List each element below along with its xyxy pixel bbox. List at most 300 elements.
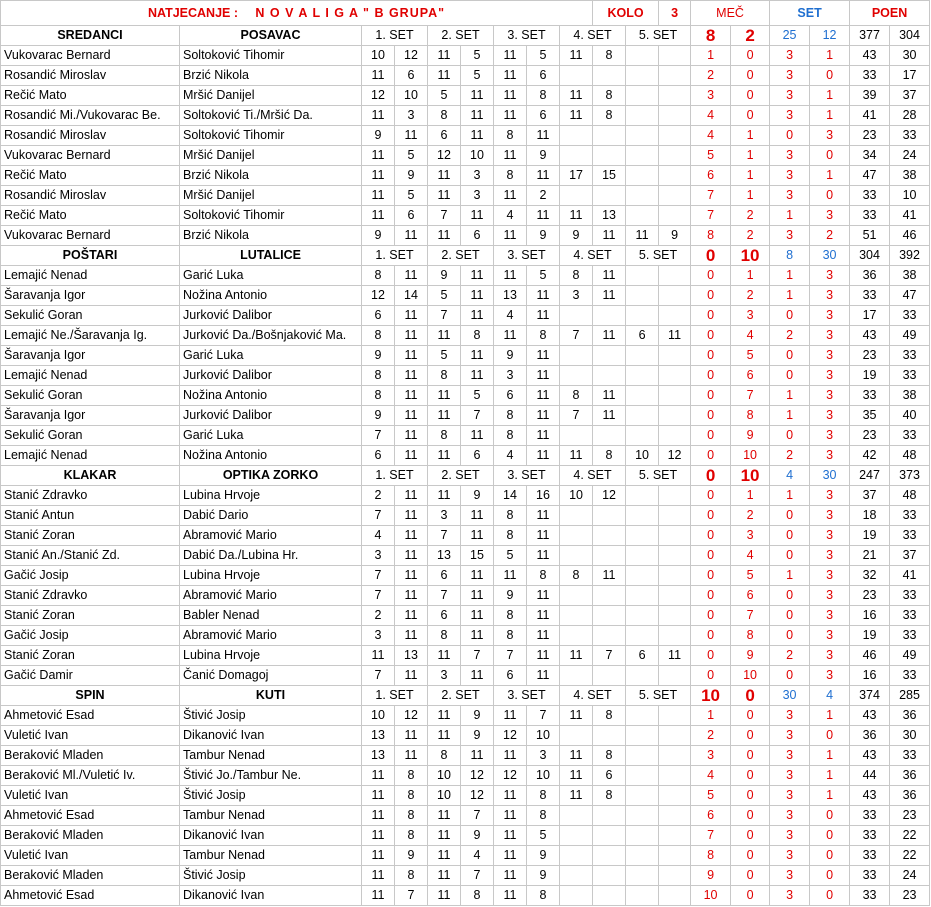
home-player: Šaravanja Igor xyxy=(1,406,180,426)
set-home: 3 xyxy=(770,826,810,846)
set-score: 6 xyxy=(362,306,395,326)
set-home: 3 xyxy=(770,186,810,206)
mec-home: 10 xyxy=(691,886,731,906)
set-score: 11 xyxy=(560,106,593,126)
set-score: 8 xyxy=(362,386,395,406)
home-player: Lemajić Nenad xyxy=(1,366,180,386)
set-home: 3 xyxy=(770,786,810,806)
mec-away: 0 xyxy=(731,766,770,786)
set-column-label: 3. SET xyxy=(494,246,560,266)
set-score: 11 xyxy=(395,126,428,146)
set-away: 1 xyxy=(810,106,850,126)
set-score xyxy=(626,146,659,166)
set-home: 1 xyxy=(770,266,810,286)
set-column-label: 5. SET xyxy=(626,26,691,46)
set-score xyxy=(659,46,691,66)
set-home: 1 xyxy=(770,386,810,406)
mec-home: 3 xyxy=(691,86,731,106)
set-score: 5 xyxy=(461,66,494,86)
set-score: 4 xyxy=(494,306,527,326)
set-score xyxy=(626,846,659,866)
set-score: 11 xyxy=(428,326,461,346)
set-score xyxy=(659,806,691,826)
set-score xyxy=(593,426,626,446)
set-column-label: 4. SET xyxy=(560,246,626,266)
home-player: Beraković Mladen xyxy=(1,826,180,846)
set-score: 11 xyxy=(560,446,593,466)
set-score: 8 xyxy=(395,786,428,806)
set-home: 0 xyxy=(770,366,810,386)
set-score xyxy=(626,626,659,646)
set-score: 11 xyxy=(362,646,395,666)
mec-away: 0 xyxy=(731,66,770,86)
mec-away: 0 xyxy=(731,806,770,826)
mec-away: 6 xyxy=(731,586,770,606)
away-player: Štivić Josip xyxy=(180,866,362,886)
set-home: 1 xyxy=(770,206,810,226)
set-score: 9 xyxy=(494,586,527,606)
set-score xyxy=(626,46,659,66)
set-score xyxy=(659,606,691,626)
set-score: 8 xyxy=(461,886,494,906)
set-score: 11 xyxy=(362,186,395,206)
poen-home: 41 xyxy=(850,106,890,126)
set-score: 11 xyxy=(494,706,527,726)
mec-home: 3 xyxy=(691,746,731,766)
poen-away: 38 xyxy=(890,166,930,186)
set-score: 11 xyxy=(362,206,395,226)
set-score: 7 xyxy=(560,406,593,426)
set-away-total: 30 xyxy=(810,246,850,266)
set-away: 3 xyxy=(810,486,850,506)
set-score xyxy=(560,526,593,546)
set-score xyxy=(593,886,626,906)
set-score: 11 xyxy=(428,826,461,846)
game-row xyxy=(1,706,930,726)
poen-home: 34 xyxy=(850,146,890,166)
set-score: 11 xyxy=(395,266,428,286)
set-score: 8 xyxy=(494,406,527,426)
match-away-total: 0 xyxy=(731,686,770,706)
set-score xyxy=(593,126,626,146)
set-away: 3 xyxy=(810,526,850,546)
mec-away: 10 xyxy=(731,666,770,686)
set-home: 1 xyxy=(770,406,810,426)
set-score: 11 xyxy=(560,46,593,66)
poen-home: 43 xyxy=(850,746,890,766)
set-score: 9 xyxy=(527,146,560,166)
away-player: Tambur Nenad xyxy=(180,746,362,766)
set-score xyxy=(659,386,691,406)
away-player: Jurković Dalibor xyxy=(180,366,362,386)
set-score: 13 xyxy=(494,286,527,306)
set-away: 0 xyxy=(810,806,850,826)
mec-away: 0 xyxy=(731,866,770,886)
mec-home: 1 xyxy=(691,706,731,726)
set-score: 11 xyxy=(461,506,494,526)
game-row xyxy=(1,606,930,626)
set-score: 7 xyxy=(494,646,527,666)
set-away: 2 xyxy=(810,226,850,246)
set-score: 7 xyxy=(461,646,494,666)
set-away: 0 xyxy=(810,66,850,86)
set-score: 10 xyxy=(395,86,428,106)
set-score xyxy=(593,366,626,386)
set-home: 3 xyxy=(770,146,810,166)
set-score: 12 xyxy=(428,146,461,166)
set-score: 11 xyxy=(362,66,395,86)
set-away: 0 xyxy=(810,866,850,886)
set-score: 11 xyxy=(461,606,494,626)
set-score xyxy=(560,426,593,446)
set-away: 3 xyxy=(810,606,850,626)
poen-away: 23 xyxy=(890,886,930,906)
poen-home-total: 377 xyxy=(850,26,890,46)
set-score xyxy=(626,506,659,526)
set-score: 9 xyxy=(527,226,560,246)
set-score: 2 xyxy=(527,186,560,206)
set-home-total: 8 xyxy=(770,246,810,266)
home-player: Stanić Zoran xyxy=(1,646,180,666)
home-player: Vuletić Ivan xyxy=(1,846,180,866)
set-score: 11 xyxy=(428,646,461,666)
mec-away: 7 xyxy=(731,606,770,626)
poen-home: 16 xyxy=(850,606,890,626)
mec-away: 2 xyxy=(731,506,770,526)
home-player: Ahmetović Esad xyxy=(1,706,180,726)
poen-home: 23 xyxy=(850,586,890,606)
set-away: 3 xyxy=(810,566,850,586)
poen-home: 44 xyxy=(850,766,890,786)
mec-away: 8 xyxy=(731,626,770,646)
mec-home: 6 xyxy=(691,806,731,826)
set-score: 4 xyxy=(494,446,527,466)
set-score: 11 xyxy=(494,326,527,346)
poen-away: 33 xyxy=(890,426,930,446)
mec-home: 4 xyxy=(691,106,731,126)
poen-home: 33 xyxy=(850,66,890,86)
set-home: 0 xyxy=(770,606,810,626)
set-score: 11 xyxy=(395,406,428,426)
game-row xyxy=(1,346,930,366)
set-away: 3 xyxy=(810,286,850,306)
set-score: 6 xyxy=(428,606,461,626)
set-score: 11 xyxy=(527,506,560,526)
set-score xyxy=(626,386,659,406)
set-score xyxy=(659,206,691,226)
mec-home: 0 xyxy=(691,666,731,686)
mec-home: 2 xyxy=(691,66,731,86)
home-player: Beraković Mladen xyxy=(1,746,180,766)
set-home: 3 xyxy=(770,86,810,106)
set-score: 9 xyxy=(461,486,494,506)
set-score xyxy=(659,826,691,846)
mec-home: 7 xyxy=(691,826,731,846)
poen-away: 49 xyxy=(890,326,930,346)
set-score xyxy=(626,766,659,786)
set-score xyxy=(593,726,626,746)
mec-home: 2 xyxy=(691,726,731,746)
set-score: 10 xyxy=(626,446,659,466)
title-row xyxy=(1,1,930,26)
set-score: 8 xyxy=(527,86,560,106)
mec-away: 1 xyxy=(731,186,770,206)
set-score xyxy=(626,406,659,426)
set-home: 0 xyxy=(770,526,810,546)
poen-away: 33 xyxy=(890,366,930,386)
mec-away: 2 xyxy=(731,206,770,226)
set-score xyxy=(560,126,593,146)
set-score xyxy=(593,506,626,526)
set-score xyxy=(659,786,691,806)
away-player: Dabić Dario xyxy=(180,506,362,526)
set-score xyxy=(560,886,593,906)
mec-away: 0 xyxy=(731,46,770,66)
set-home: 3 xyxy=(770,766,810,786)
home-player: Stanić Zoran xyxy=(1,606,180,626)
set-score xyxy=(626,806,659,826)
set-score xyxy=(659,86,691,106)
set-score xyxy=(659,186,691,206)
set-score: 10 xyxy=(560,486,593,506)
set-score xyxy=(659,886,691,906)
away-player: Jurković Dalibor xyxy=(180,406,362,426)
set-score: 11 xyxy=(395,586,428,606)
set-score: 8 xyxy=(560,266,593,286)
poen-away: 10 xyxy=(890,186,930,206)
set-score xyxy=(560,826,593,846)
set-score xyxy=(659,126,691,146)
set-score: 11 xyxy=(428,706,461,726)
set-score: 11 xyxy=(461,206,494,226)
set-score: 9 xyxy=(494,346,527,366)
set-score xyxy=(626,186,659,206)
set-score xyxy=(659,586,691,606)
set-score: 8 xyxy=(593,706,626,726)
home-player: Vukovarac Bernard xyxy=(1,46,180,66)
set-away: 1 xyxy=(810,706,850,726)
set-home: 3 xyxy=(770,746,810,766)
away-player: Mršić Danijel xyxy=(180,146,362,166)
set-score xyxy=(659,66,691,86)
set-score: 9 xyxy=(428,266,461,286)
set-score: 11 xyxy=(560,86,593,106)
set-score: 11 xyxy=(461,286,494,306)
set-column-label: 3. SET xyxy=(494,26,560,46)
game-row xyxy=(1,386,930,406)
game-row xyxy=(1,86,930,106)
set-score: 11 xyxy=(428,226,461,246)
set-score: 8 xyxy=(395,766,428,786)
away-player: Soltoković Tihomir xyxy=(180,126,362,146)
set-score: 8 xyxy=(428,746,461,766)
set-home: 2 xyxy=(770,446,810,466)
set-score: 11 xyxy=(428,886,461,906)
set-column-label: 5. SET xyxy=(626,246,691,266)
set-score: 12 xyxy=(395,46,428,66)
poen-home: 43 xyxy=(850,706,890,726)
set-score: 15 xyxy=(461,546,494,566)
away-player: Abramović Mario xyxy=(180,526,362,546)
set-score: 5 xyxy=(395,186,428,206)
set-score: 9 xyxy=(362,406,395,426)
set-column-label: 4. SET xyxy=(560,686,626,706)
set-score xyxy=(626,706,659,726)
set-score xyxy=(626,166,659,186)
game-row xyxy=(1,206,930,226)
mec-away: 2 xyxy=(731,226,770,246)
set-score xyxy=(593,186,626,206)
mec-home: 0 xyxy=(691,366,731,386)
set-score: 11 xyxy=(362,806,395,826)
mec-home: 0 xyxy=(691,406,731,426)
match-home-total: 0 xyxy=(691,246,731,266)
set-score: 12 xyxy=(593,486,626,506)
set-score: 7 xyxy=(461,866,494,886)
set-column-label: 5. SET xyxy=(626,466,691,486)
home-player: Ahmetović Esad xyxy=(1,806,180,826)
set-score: 8 xyxy=(494,506,527,526)
set-score: 11 xyxy=(461,526,494,546)
set-score: 8 xyxy=(593,786,626,806)
mec-away: 4 xyxy=(731,326,770,346)
home-player: Rosandić Miroslav xyxy=(1,126,180,146)
set-score: 11 xyxy=(395,346,428,366)
set-away: 3 xyxy=(810,626,850,646)
set-score: 11 xyxy=(494,846,527,866)
poen-away: 41 xyxy=(890,206,930,226)
game-row xyxy=(1,546,930,566)
set-away: 1 xyxy=(810,86,850,106)
set-away: 3 xyxy=(810,446,850,466)
poen-home: 18 xyxy=(850,506,890,526)
set-score: 7 xyxy=(428,206,461,226)
away-player: Nožina Antonio xyxy=(180,386,362,406)
poen-away: 41 xyxy=(890,566,930,586)
set-score: 11 xyxy=(362,766,395,786)
set-home: 0 xyxy=(770,306,810,326)
set-score: 7 xyxy=(428,586,461,606)
poen-home: 42 xyxy=(850,446,890,466)
set-score: 12 xyxy=(494,766,527,786)
poen-away: 28 xyxy=(890,106,930,126)
set-score: 8 xyxy=(593,46,626,66)
set-away: 3 xyxy=(810,346,850,366)
set-score xyxy=(626,586,659,606)
set-score: 8 xyxy=(527,786,560,806)
set-score xyxy=(626,366,659,386)
poen-home: 16 xyxy=(850,666,890,686)
match-home-total: 8 xyxy=(691,26,731,46)
away-player: Čanić Domagoj xyxy=(180,666,362,686)
mec-away: 0 xyxy=(731,106,770,126)
set-score: 11 xyxy=(362,826,395,846)
set-score xyxy=(626,426,659,446)
set-score xyxy=(659,626,691,646)
set-away: 3 xyxy=(810,266,850,286)
set-score: 11 xyxy=(494,746,527,766)
set-score xyxy=(626,606,659,626)
set-score xyxy=(659,166,691,186)
poen-away: 36 xyxy=(890,706,930,726)
mec-away: 7 xyxy=(731,386,770,406)
set-score: 12 xyxy=(461,766,494,786)
set-away: 3 xyxy=(810,406,850,426)
set-score: 9 xyxy=(362,226,395,246)
competition-title xyxy=(1,1,593,26)
set-score: 9 xyxy=(461,726,494,746)
set-home: 0 xyxy=(770,426,810,446)
set-home: 3 xyxy=(770,226,810,246)
set-score: 11 xyxy=(428,406,461,426)
set-home: 0 xyxy=(770,346,810,366)
set-score xyxy=(560,806,593,826)
set-score xyxy=(659,706,691,726)
set-score: 11 xyxy=(527,426,560,446)
away-player: Lubina Hrvoje xyxy=(180,486,362,506)
set-home: 1 xyxy=(770,486,810,506)
match-away-total: 10 xyxy=(731,466,770,486)
set-home: 3 xyxy=(770,866,810,886)
game-row xyxy=(1,226,930,246)
set-score: 11 xyxy=(362,146,395,166)
poen-away: 33 xyxy=(890,346,930,366)
poen-home: 33 xyxy=(850,866,890,886)
set-score xyxy=(593,806,626,826)
home-team-name: SPIN xyxy=(1,686,180,706)
set-score: 8 xyxy=(494,606,527,626)
set-score: 6 xyxy=(527,106,560,126)
set-score: 5 xyxy=(428,86,461,106)
home-player: Rečić Mato xyxy=(1,166,180,186)
home-player: Rosandić Miroslav xyxy=(1,66,180,86)
set-score: 2 xyxy=(362,606,395,626)
set-score: 11 xyxy=(461,126,494,146)
set-score xyxy=(659,666,691,686)
set-score xyxy=(659,266,691,286)
game-row xyxy=(1,526,930,546)
set-score: 4 xyxy=(494,206,527,226)
poen-home: 35 xyxy=(850,406,890,426)
game-row xyxy=(1,806,930,826)
home-player: Stanić An./Stanić Zd. xyxy=(1,546,180,566)
away-player: Brzić Nikola xyxy=(180,66,362,86)
set-column-label: 1. SET xyxy=(362,246,428,266)
away-player: Dikanović Ivan xyxy=(180,826,362,846)
set-score: 10 xyxy=(527,726,560,746)
set-score: 6 xyxy=(626,326,659,346)
match-away-total: 2 xyxy=(731,26,770,46)
game-row xyxy=(1,306,930,326)
game-row xyxy=(1,886,930,906)
set-column-label: 2. SET xyxy=(428,686,494,706)
set-home: 1 xyxy=(770,566,810,586)
home-player: Sekulić Goran xyxy=(1,426,180,446)
set-score: 11 xyxy=(527,526,560,546)
away-player: Abramović Mario xyxy=(180,586,362,606)
poen-away: 33 xyxy=(890,306,930,326)
set-score: 11 xyxy=(527,666,560,686)
set-score xyxy=(626,106,659,126)
set-score: 11 xyxy=(494,866,527,886)
poen-home: 43 xyxy=(850,326,890,346)
poen-away: 47 xyxy=(890,286,930,306)
game-row xyxy=(1,66,930,86)
set-score xyxy=(560,626,593,646)
match-home-total: 0 xyxy=(691,466,731,486)
set-score xyxy=(560,366,593,386)
set-score xyxy=(659,306,691,326)
